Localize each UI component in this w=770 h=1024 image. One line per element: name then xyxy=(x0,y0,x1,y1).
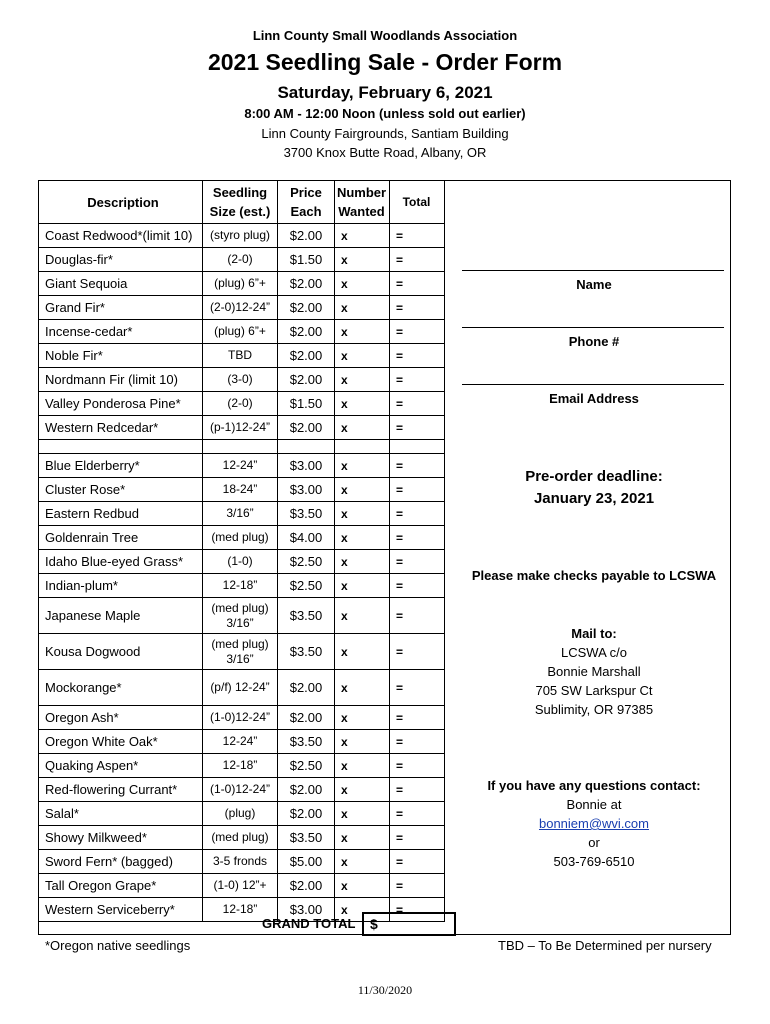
seedling-order-table xyxy=(38,180,445,922)
row-total-field[interactable]: = xyxy=(390,598,445,634)
seedling-name: Coast Redwood*(limit 10) xyxy=(39,224,203,248)
seedling-size: (2-0) xyxy=(203,248,278,272)
seedling-name: Goldenrain Tree xyxy=(39,526,203,550)
seedling-price: $2.00 xyxy=(278,224,335,248)
sale-date: Saturday, February 6, 2021 xyxy=(277,83,493,102)
table-row xyxy=(39,850,445,874)
seedling-name: Tall Oregon Grape* xyxy=(39,874,203,898)
header-price-line1: Price xyxy=(290,185,322,200)
footer-date: 11/30/2020 xyxy=(357,983,413,997)
number-wanted-field[interactable]: x xyxy=(335,574,390,598)
number-wanted-field[interactable]: x xyxy=(335,224,390,248)
contact-phone: 503-769-6510 xyxy=(553,854,635,869)
row-total-field[interactable]: = xyxy=(390,368,445,392)
group-spacer xyxy=(39,440,445,454)
seedling-size: TBD xyxy=(203,344,278,368)
header-number xyxy=(335,181,390,224)
seedling-size: (p/f) 12-24” xyxy=(203,670,278,706)
row-total-field[interactable]: = xyxy=(390,826,445,850)
deadline-line2: January 23, 2021 xyxy=(533,490,655,507)
contact-email-link[interactable]: bonniem@wvi.com xyxy=(538,816,649,831)
seedling-price: $2.00 xyxy=(278,344,335,368)
grand-total-field[interactable]: $ xyxy=(362,912,456,936)
number-wanted-field[interactable]: x xyxy=(335,454,390,478)
seedling-name: Red-flowering Currant* xyxy=(39,778,203,802)
row-total-field[interactable]: = xyxy=(390,526,445,550)
seedling-size: (plug) 6”+ xyxy=(203,272,278,296)
row-total-field[interactable]: = xyxy=(390,670,445,706)
row-total-field[interactable]: = xyxy=(390,634,445,670)
mail-line3: 705 SW Larkspur Ct xyxy=(535,683,653,698)
conifer-rows xyxy=(39,224,445,440)
number-wanted-field[interactable]: x xyxy=(335,706,390,730)
table-row xyxy=(39,526,445,550)
table-row xyxy=(39,826,445,850)
table-row xyxy=(39,550,445,574)
mail-line2: Bonnie Marshall xyxy=(547,664,641,679)
contact-name: Bonnie at xyxy=(566,797,622,812)
seedling-price: $3.50 xyxy=(278,826,335,850)
table-row xyxy=(39,670,445,706)
table-row xyxy=(39,296,445,320)
row-total-field[interactable]: = xyxy=(390,454,445,478)
contact-or: or xyxy=(588,835,600,850)
seedling-size: (3-0) xyxy=(203,368,278,392)
seedling-name: Valley Ponderosa Pine* xyxy=(39,392,203,416)
seedling-price: $1.50 xyxy=(278,248,335,272)
seedling-name: Western Serviceberry* xyxy=(39,898,203,922)
seedling-price: $2.50 xyxy=(278,550,335,574)
seedling-price: $1.50 xyxy=(278,392,335,416)
seedling-price: $2.00 xyxy=(278,778,335,802)
seedling-size: (styro plug) xyxy=(203,224,278,248)
seedling-name: Indian-plum* xyxy=(39,574,203,598)
number-wanted-field[interactable]: x xyxy=(335,272,390,296)
seedling-name: Western Redcedar* xyxy=(39,416,203,440)
row-total-field[interactable]: = xyxy=(390,296,445,320)
table-row xyxy=(39,778,445,802)
seedling-size: 3-5 fronds xyxy=(203,850,278,874)
seedling-size: (1-0) 12”+ xyxy=(203,874,278,898)
seedling-price: $2.50 xyxy=(278,574,335,598)
header-size-line1: Seedling xyxy=(212,185,268,200)
deadline-line1: Pre-order deadline: xyxy=(525,468,663,485)
table-row xyxy=(39,502,445,526)
row-total-field[interactable]: = xyxy=(390,850,445,874)
row-total-field[interactable]: = xyxy=(390,778,445,802)
seedling-size: 12-18” xyxy=(203,754,278,778)
seedling-price: $2.00 xyxy=(278,874,335,898)
row-total-field[interactable]: = xyxy=(390,706,445,730)
seedling-name: Mockorange* xyxy=(39,670,203,706)
seedling-name: Nordmann Fir (limit 10) xyxy=(39,368,203,392)
number-wanted-field[interactable]: x xyxy=(335,248,390,272)
number-wanted-field[interactable]: x xyxy=(335,344,390,368)
number-wanted-field[interactable]: x xyxy=(335,874,390,898)
seedling-size: (med plug) 3/16” xyxy=(203,598,278,634)
row-total-field[interactable]: = xyxy=(390,574,445,598)
table-row xyxy=(39,320,445,344)
questions-label: If you have any questions contact: xyxy=(487,778,701,793)
seedling-size: 12-24” xyxy=(203,454,278,478)
table-row xyxy=(39,248,445,272)
seedling-size: (plug) 6”+ xyxy=(203,320,278,344)
seedling-size: 18-24” xyxy=(203,478,278,502)
row-total-field[interactable]: = xyxy=(390,802,445,826)
seedling-price: $2.00 xyxy=(278,272,335,296)
tbd-note: TBD – To Be Determined per nursery xyxy=(498,938,712,953)
table-row xyxy=(39,392,445,416)
row-total-field[interactable]: = xyxy=(390,502,445,526)
row-total-field[interactable]: = xyxy=(390,272,445,296)
header-total: Total xyxy=(390,181,445,224)
seedling-name: Quaking Aspen* xyxy=(39,754,203,778)
name-label: Name xyxy=(576,277,612,292)
seedling-name: Sword Fern* (bagged) xyxy=(39,850,203,874)
number-wanted-field[interactable]: x xyxy=(335,416,390,440)
mail-to-label: Mail to: xyxy=(571,626,617,641)
table-row xyxy=(39,874,445,898)
seedling-price: $2.50 xyxy=(278,754,335,778)
seedling-size: (1-0) xyxy=(203,550,278,574)
seedling-size: 12-24” xyxy=(203,730,278,754)
seedling-price: $3.50 xyxy=(278,730,335,754)
checks-payable-note: Please make checks payable to LCSWA xyxy=(471,568,717,583)
number-wanted-field[interactable]: x xyxy=(335,670,390,706)
native-seedlings-note: *Oregon native seedlings xyxy=(45,938,191,953)
table-row xyxy=(39,344,445,368)
seedling-name: Oregon Ash* xyxy=(39,706,203,730)
number-wanted-field[interactable]: x xyxy=(335,526,390,550)
number-wanted-field[interactable]: x xyxy=(335,850,390,874)
seedling-price: $2.00 xyxy=(278,296,335,320)
phone-line[interactable] xyxy=(462,327,724,328)
seedling-size: (med plug) xyxy=(203,526,278,550)
header-price-line2: Each xyxy=(290,204,322,219)
seedling-name: Giant Sequoia xyxy=(39,272,203,296)
seedling-name: Blue Elderberry* xyxy=(39,454,203,478)
seedling-price: $3.00 xyxy=(278,454,335,478)
number-wanted-field[interactable]: x xyxy=(335,478,390,502)
row-total-field[interactable]: = xyxy=(390,392,445,416)
seedling-name: Salal* xyxy=(39,802,203,826)
number-wanted-field[interactable]: x xyxy=(335,634,390,670)
number-wanted-field[interactable]: x xyxy=(335,368,390,392)
seedling-size: (med plug) 3/16” xyxy=(203,634,278,670)
number-wanted-field[interactable]: x xyxy=(335,754,390,778)
seedling-price: $2.00 xyxy=(278,416,335,440)
seedling-price: $3.50 xyxy=(278,598,335,634)
seedling-name: Noble Fir* xyxy=(39,344,203,368)
table-row xyxy=(39,730,445,754)
preorder-deadline xyxy=(460,466,728,510)
table-row xyxy=(39,416,445,440)
header-price xyxy=(278,181,335,224)
name-line[interactable] xyxy=(462,270,724,271)
header-description: Description xyxy=(39,181,203,224)
number-wanted-field[interactable]: x xyxy=(335,778,390,802)
sale-time: 8:00 AM - 12:00 Noon (unless sold out earlier) xyxy=(244,106,526,121)
seedling-size: 12-18” xyxy=(203,898,278,922)
seedling-price: $2.00 xyxy=(278,802,335,826)
number-wanted-field[interactable]: x xyxy=(335,502,390,526)
seedling-price: $2.00 xyxy=(278,368,335,392)
sale-address: 3700 Knox Butte Road, Albany, OR xyxy=(283,145,487,160)
phone-label: Phone # xyxy=(568,334,620,349)
number-wanted-field[interactable]: x xyxy=(335,802,390,826)
row-total-field[interactable]: = xyxy=(390,874,445,898)
seedling-price: $2.00 xyxy=(278,670,335,706)
row-total-field[interactable]: = xyxy=(390,898,445,922)
row-total-field[interactable]: = xyxy=(390,224,445,248)
number-wanted-field[interactable]: x xyxy=(335,730,390,754)
table-row xyxy=(39,634,445,670)
email-line[interactable] xyxy=(462,384,724,385)
seedling-name: Showy Milkweed* xyxy=(39,826,203,850)
header-number-line2: Wanted xyxy=(338,204,385,219)
header-size-line2: Size (est.) xyxy=(209,204,271,219)
organization-name: Linn County Small Woodlands Association xyxy=(252,28,518,43)
row-total-field[interactable]: = xyxy=(390,754,445,778)
broadleaf-rows xyxy=(39,454,445,922)
number-wanted-field[interactable]: x xyxy=(335,826,390,850)
table-row xyxy=(39,574,445,598)
seedling-name: Grand Fir* xyxy=(39,296,203,320)
number-wanted-field[interactable]: x xyxy=(335,392,390,416)
seedling-name: Cluster Rose* xyxy=(39,478,203,502)
seedling-size: 3/16” xyxy=(203,502,278,526)
seedling-price: $2.00 xyxy=(278,706,335,730)
row-total-field[interactable]: = xyxy=(390,344,445,368)
row-total-field[interactable]: = xyxy=(390,416,445,440)
seedling-size: (2-0) xyxy=(203,392,278,416)
table-row xyxy=(39,454,445,478)
seedling-size: (1-0)12-24” xyxy=(203,778,278,802)
table-row xyxy=(39,802,445,826)
table-row xyxy=(39,478,445,502)
table-row xyxy=(39,368,445,392)
seedling-name: Incense-cedar* xyxy=(39,320,203,344)
mail-line4: Sublimity, OR 97385 xyxy=(534,702,654,717)
mail-to-block xyxy=(460,624,728,719)
row-total-field[interactable]: = xyxy=(390,248,445,272)
sale-location: Linn County Fairgrounds, Santiam Building xyxy=(261,126,509,141)
seedling-price: $3.50 xyxy=(278,502,335,526)
table-row xyxy=(39,754,445,778)
seedling-name: Kousa Dogwood xyxy=(39,634,203,670)
seedling-price: $3.00 xyxy=(278,898,335,922)
contact-block xyxy=(460,776,728,871)
row-total-field[interactable]: = xyxy=(390,478,445,502)
grand-total-label: GRAND TOTAL xyxy=(262,916,356,931)
seedling-size: 12-18” xyxy=(203,574,278,598)
seedling-size: (med plug) xyxy=(203,826,278,850)
email-label: Email Address xyxy=(549,391,639,406)
number-wanted-field[interactable]: x xyxy=(335,296,390,320)
number-wanted-field[interactable]: x xyxy=(335,898,390,922)
seedling-price: $3.00 xyxy=(278,478,335,502)
seedling-price: $2.00 xyxy=(278,320,335,344)
seedling-name: Japanese Maple xyxy=(39,598,203,634)
row-total-field[interactable]: = xyxy=(390,730,445,754)
seedling-price: $4.00 xyxy=(278,526,335,550)
table-row xyxy=(39,706,445,730)
table-row xyxy=(39,224,445,248)
seedling-size: (p-1)12-24” xyxy=(203,416,278,440)
seedling-price: $5.00 xyxy=(278,850,335,874)
seedling-name: Eastern Redbud xyxy=(39,502,203,526)
table-row xyxy=(39,598,445,634)
seedling-size: (2-0)12-24” xyxy=(203,296,278,320)
seedling-name: Douglas-fir* xyxy=(39,248,203,272)
number-wanted-field[interactable]: x xyxy=(335,320,390,344)
header-number-line1: Number xyxy=(336,185,387,200)
header-size xyxy=(203,181,278,224)
row-total-field[interactable]: = xyxy=(390,320,445,344)
row-total-field[interactable]: = xyxy=(390,550,445,574)
seedling-size: (plug) xyxy=(203,802,278,826)
seedling-price: $3.50 xyxy=(278,634,335,670)
mail-line1: LCSWA c/o xyxy=(561,645,627,660)
seedling-name: Idaho Blue-eyed Grass* xyxy=(39,550,203,574)
seedling-size: (1-0)12-24” xyxy=(203,706,278,730)
seedling-name: Oregon White Oak* xyxy=(39,730,203,754)
form-title: 2021 Seedling Sale - Order Form xyxy=(207,49,563,75)
number-wanted-field[interactable]: x xyxy=(335,550,390,574)
table-row xyxy=(39,272,445,296)
number-wanted-field[interactable]: x xyxy=(335,598,390,634)
